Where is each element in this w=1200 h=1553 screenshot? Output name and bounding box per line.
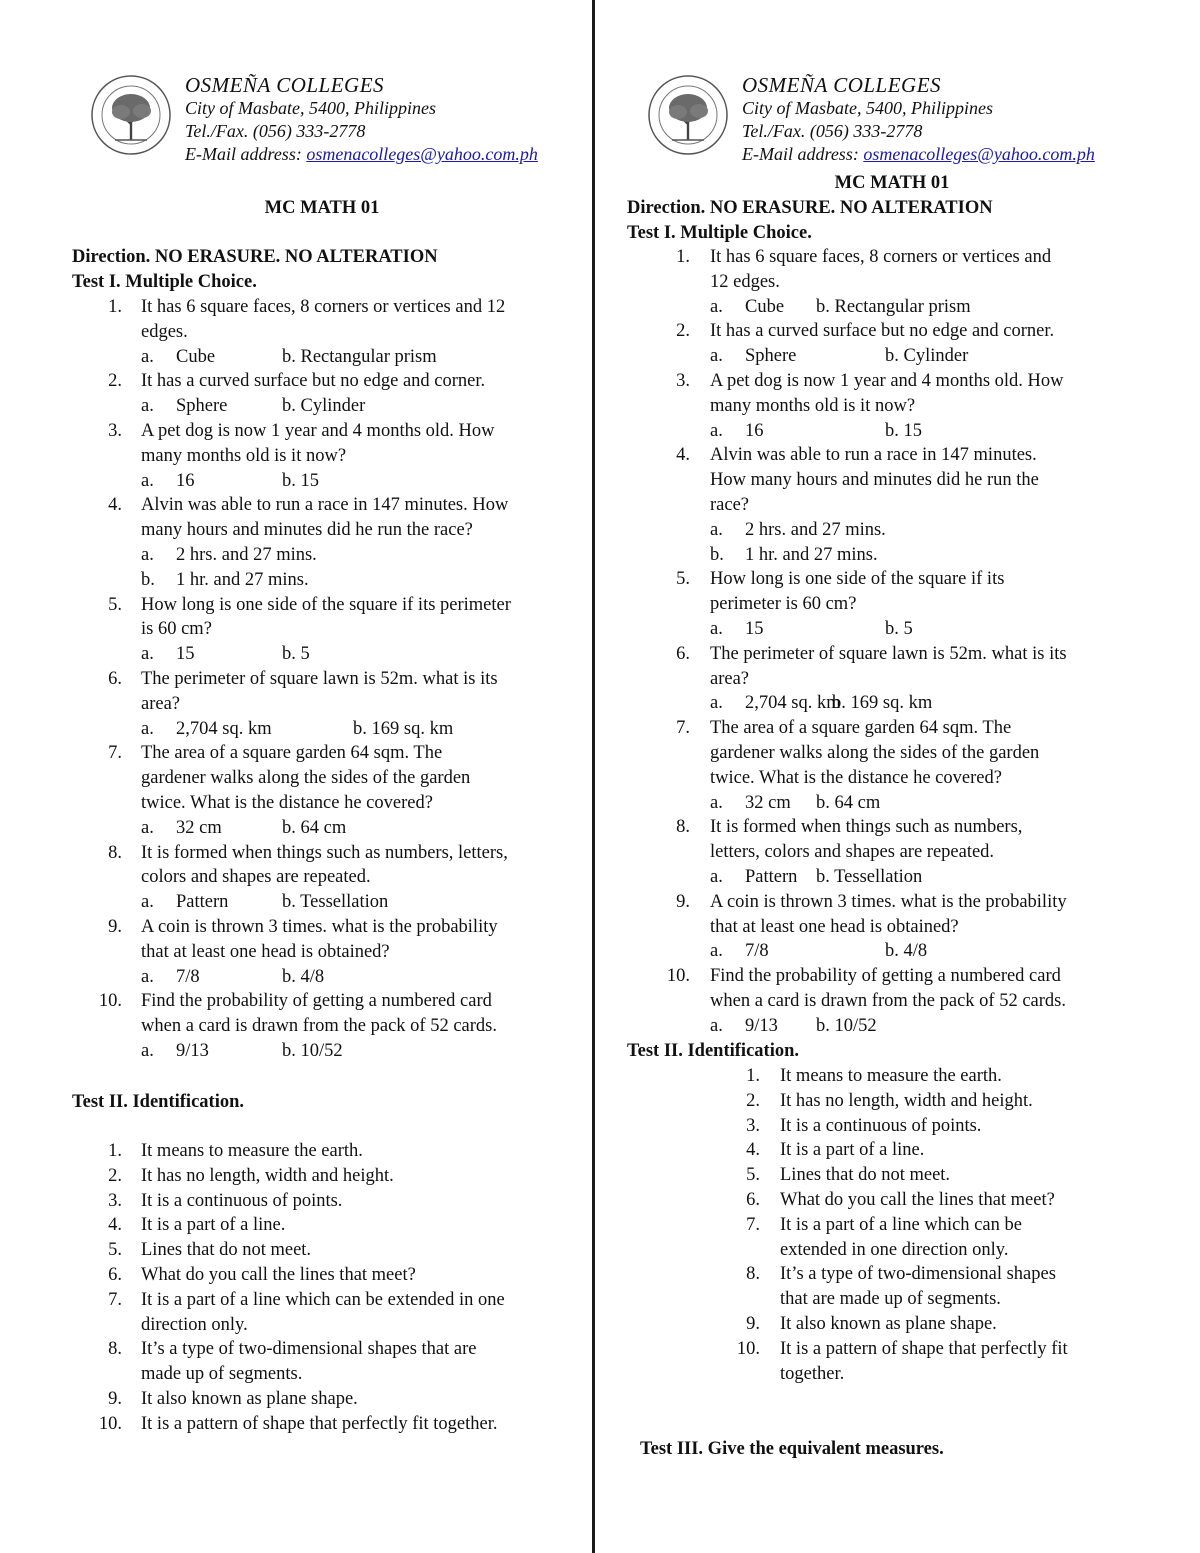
choice-a-text: Pattern	[176, 892, 229, 913]
question-item	[627, 443, 1157, 517]
question-text-line: Alvin was able to run a race in 147 minutes.	[710, 445, 1037, 466]
question-text-line: when a card is drawn from the pack of 52 cards.	[710, 990, 1066, 1011]
item-text-line: It also known as plane shape.	[141, 1388, 358, 1409]
question-item	[72, 741, 572, 815]
choice-letter: a.	[141, 892, 154, 913]
question-number: 9.	[108, 916, 122, 937]
item-text-line: It means to measure the earth.	[780, 1066, 1002, 1086]
question-item	[72, 493, 572, 543]
test2-title: Test II. Identification.	[627, 1041, 800, 1061]
choice-row	[72, 345, 572, 370]
question-item	[72, 369, 572, 394]
question-text-line: 12 edges.	[710, 271, 780, 292]
item-number: 4.	[108, 1215, 122, 1236]
test2-questions	[627, 1064, 1157, 1386]
question-text-line: area?	[710, 668, 750, 689]
choice-b-text: b. 5	[885, 618, 913, 639]
identification-item	[627, 1213, 1157, 1263]
choice-b-text: b. 64 cm	[816, 792, 881, 813]
identification-item	[627, 1188, 1157, 1213]
question-item	[72, 593, 572, 643]
school-info	[185, 74, 538, 166]
question-text-line: race?	[710, 494, 750, 515]
question-text-line: many months old is it now?	[141, 445, 347, 466]
exam-title: MC MATH 01	[264, 198, 380, 218]
identification-item	[72, 1189, 572, 1214]
item-number: 4.	[746, 1140, 760, 1161]
question-text-line: How long is one side of the square if its	[710, 569, 1005, 590]
question-item	[72, 295, 572, 345]
choice-letter: a.	[141, 966, 154, 987]
item-number: 10.	[736, 1338, 760, 1359]
choice-a-text: Sphere	[745, 346, 797, 367]
question-text-line: It has a curved surface but no edge and corner.	[710, 321, 1055, 342]
identification-item	[72, 1288, 572, 1338]
question-item	[627, 567, 1157, 617]
question-text-line: gardener walks along the sides of the garden	[710, 742, 1040, 763]
choice-letter: a.	[710, 618, 723, 639]
question-text-line: The perimeter of square lawn is 52m. what is its	[141, 668, 498, 689]
choice-letter: a.	[710, 420, 723, 441]
question-item	[627, 642, 1157, 692]
choice-letter: b.	[141, 569, 155, 590]
choice-row	[72, 890, 572, 915]
question-text-line: is 60 cm?	[141, 619, 212, 640]
item-text-line: It has no length, width and height.	[780, 1090, 1033, 1111]
test2-title: Test II. Identification.	[72, 1092, 245, 1112]
direction-text: Direction. NO ERASURE. NO ALTERATION	[627, 198, 993, 218]
choice-b-text: b. 10/52	[816, 1015, 877, 1036]
question-item	[72, 841, 572, 891]
choice-b-text: b. 4/8	[282, 966, 325, 987]
question-text-line: perimeter is 60 cm?	[710, 594, 857, 615]
choice-a-text: 2 hrs. and 27 mins.	[176, 544, 317, 565]
choice-row	[72, 1039, 572, 1064]
item-text-line: It is a part of a line.	[141, 1215, 286, 1236]
item-number: 8.	[746, 1264, 760, 1285]
question-item	[72, 667, 572, 717]
choice-letter: a.	[710, 1015, 723, 1036]
identification-item	[627, 1337, 1157, 1387]
choice-b-text: b. 10/52	[282, 1040, 343, 1061]
question-item	[72, 915, 572, 965]
question-text-line: many hours and minutes did he run the race?	[141, 520, 473, 541]
choice-b-text: b. Cylinder	[885, 346, 969, 367]
choice-b-text: b. 15	[885, 420, 922, 441]
choice-b-text: b. 5	[282, 644, 310, 665]
question-number: 10.	[666, 966, 690, 987]
choice-a-text: 7/8	[176, 966, 200, 987]
item-number: 10.	[98, 1413, 122, 1434]
question-number: 4.	[108, 495, 122, 516]
item-number: 6.	[746, 1189, 760, 1210]
question-text-line: gardener walks along the sides of the garden	[141, 768, 471, 789]
choice-a-text: 32 cm	[176, 817, 222, 838]
question-item	[627, 716, 1157, 790]
school-tel: Tel./Fax. (056) 333-2778	[185, 121, 366, 141]
question-text-line: colors and shapes are repeated.	[141, 867, 371, 888]
choice-a-text: 16	[176, 470, 195, 491]
item-text-line: It’s a type of two-dimensional shapes	[780, 1264, 1056, 1285]
direction-text: Direction. NO ERASURE. NO ALTERATION	[72, 247, 438, 267]
choice-row	[627, 543, 1157, 568]
question-number: 2.	[676, 321, 690, 342]
school-address: City of Masbate, 5400, Philippines	[742, 98, 993, 118]
choice-a-text: 9/13	[745, 1015, 778, 1036]
exam-title: MC MATH 01	[834, 173, 950, 193]
choice-letter: a.	[141, 644, 154, 665]
choice-b-text: b. Tessellation	[816, 866, 923, 887]
school-address: City of Masbate, 5400, Philippines	[185, 98, 436, 118]
item-text-line: It is a part of a line.	[780, 1140, 925, 1161]
item-number: 5.	[746, 1165, 760, 1186]
question-number: 6.	[676, 643, 690, 664]
choice-b-text: b. 169 sq. km	[832, 693, 933, 714]
identification-item	[627, 1089, 1157, 1114]
item-text-line: It has no length, width and height.	[141, 1165, 394, 1186]
identification-item	[72, 1213, 572, 1238]
identification-item	[72, 1412, 572, 1437]
choice-a-text: 32 cm	[745, 792, 791, 813]
choice-a-text: 1 hr. and 27 mins.	[745, 544, 878, 565]
choice-b-text: b. Tessellation	[282, 892, 389, 913]
choice-letter: a.	[141, 396, 154, 417]
choice-letter: a.	[710, 792, 723, 813]
email-label: E-Mail address:	[742, 144, 864, 164]
identification-item	[72, 1263, 572, 1288]
item-text-line: What do you call the lines that meet?	[141, 1264, 416, 1285]
choice-row	[627, 295, 1157, 320]
choice-row	[627, 1014, 1157, 1039]
item-number: 2.	[746, 1090, 760, 1111]
item-text-line: It is a part of a line which can be extended in one	[141, 1289, 505, 1310]
question-item	[627, 369, 1157, 419]
choice-row	[627, 419, 1157, 444]
choice-row	[72, 394, 572, 419]
choice-letter: a.	[141, 817, 154, 838]
choice-a-text: 7/8	[745, 941, 769, 962]
question-item	[72, 989, 572, 1039]
choice-a-text: Cube	[176, 346, 216, 367]
question-number: 9.	[676, 891, 690, 912]
item-text-line: that are made up of segments.	[780, 1289, 1001, 1310]
question-text-line: Find the probability of getting a numbered card	[141, 991, 492, 1012]
identification-item	[72, 1238, 572, 1263]
identification-item	[627, 1312, 1157, 1337]
identification-item	[72, 1139, 572, 1164]
question-text-line: It has a curved surface but no edge and corner.	[141, 371, 486, 392]
choice-letter: b.	[710, 544, 724, 565]
question-text-line: twice. What is the distance he covered?	[141, 792, 433, 813]
item-text-line: It’s a type of two-dimensional shapes that are	[141, 1339, 477, 1360]
choice-a-text: 2,704 sq. km	[176, 718, 272, 739]
question-number: 8.	[676, 817, 690, 838]
question-text-line: edges.	[141, 321, 188, 342]
email-label: E-Mail address:	[185, 144, 307, 164]
question-number: 7.	[108, 743, 122, 764]
choice-a-text: 9/13	[176, 1040, 209, 1061]
question-number: 3.	[676, 370, 690, 391]
question-number: 4.	[676, 445, 690, 466]
question-text-line: twice. What is the distance he covered?	[710, 767, 1002, 788]
question-text-line: Alvin was able to run a race in 147 minutes. How	[141, 495, 509, 516]
choice-letter: a.	[710, 693, 723, 714]
choice-letter: a.	[141, 1040, 154, 1061]
question-text-line: that at least one head is obtained?	[710, 916, 959, 937]
item-number: 3.	[108, 1190, 122, 1211]
identification-item	[627, 1064, 1157, 1089]
item-number: 1.	[108, 1141, 122, 1161]
choice-b-text: b. Cylinder	[282, 396, 366, 417]
choice-b-text: b. 169 sq. km	[353, 718, 454, 739]
identification-item	[72, 1387, 572, 1412]
item-number: 9.	[108, 1388, 122, 1409]
item-number: 2.	[108, 1165, 122, 1186]
test1-title: Test I. Multiple Choice.	[627, 223, 812, 243]
item-text-line: It is a part of a line which can be	[780, 1214, 1022, 1235]
question-number: 1.	[676, 247, 690, 267]
test1-title: Test I. Multiple Choice.	[72, 272, 257, 292]
question-text-line: The perimeter of square lawn is 52m. what is its	[710, 643, 1067, 664]
choice-row	[627, 518, 1157, 543]
test1-questions	[72, 295, 572, 1064]
choice-row	[72, 965, 572, 990]
question-number: 6.	[108, 668, 122, 689]
question-text-line: many months old is it now?	[710, 395, 916, 416]
choice-a-text: Pattern	[745, 866, 798, 887]
question-number: 3.	[108, 420, 122, 441]
choice-a-text: 2,704 sq. km	[745, 693, 841, 714]
question-number: 7.	[676, 718, 690, 739]
question-text-line: The area of a square garden 64 sqm. The	[710, 718, 1012, 739]
choice-row	[72, 642, 572, 667]
identification-item	[627, 1163, 1157, 1188]
choice-b-text: b. 15	[282, 470, 319, 491]
choice-letter: a.	[710, 296, 723, 317]
choice-a-text: Cube	[745, 296, 785, 317]
item-text-line: direction only.	[141, 1314, 248, 1335]
question-text-line: The area of a square garden 64 sqm. The	[141, 743, 443, 764]
school-header	[647, 72, 1167, 168]
question-text-line: A pet dog is now 1 year and 4 months old. How	[141, 420, 495, 441]
item-number: 3.	[746, 1115, 760, 1136]
school-email-line	[185, 143, 538, 166]
item-text-line: Lines that do not meet.	[780, 1165, 951, 1186]
email-link[interactable]: osmenacolleges@yahoo.com.ph	[306, 144, 538, 164]
choice-letter: a.	[141, 470, 154, 491]
question-text-line: letters, colors and shapes are repeated.	[710, 842, 995, 863]
item-text-line: made up of segments.	[141, 1364, 303, 1385]
question-number: 2.	[108, 371, 122, 392]
question-text-line: It is formed when things such as numbers,	[710, 817, 1023, 838]
question-text-line: when a card is drawn from the pack of 52 cards.	[141, 1016, 497, 1037]
choice-letter: a.	[710, 866, 723, 887]
choice-row	[627, 617, 1157, 642]
school-info	[742, 74, 1095, 166]
question-item	[627, 245, 1157, 295]
school-seal-icon	[90, 74, 172, 156]
question-number: 10.	[98, 991, 122, 1012]
question-text-line: area?	[141, 693, 181, 714]
item-text-line: It means to measure the earth.	[141, 1141, 363, 1161]
choice-row	[627, 791, 1157, 816]
choice-letter: a.	[141, 544, 154, 565]
question-item	[627, 319, 1157, 344]
choice-a-text: Sphere	[176, 396, 228, 417]
question-text-line: A pet dog is now 1 year and 4 months old. How	[710, 370, 1064, 391]
identification-item	[72, 1337, 572, 1387]
question-number: 5.	[108, 594, 122, 615]
choice-letter: a.	[710, 941, 723, 962]
choice-b-text: b. Rectangular prism	[282, 346, 437, 367]
identification-item	[627, 1114, 1157, 1139]
identification-item	[627, 1262, 1157, 1312]
choice-letter: a.	[141, 718, 154, 739]
choice-b-text: b. Rectangular prism	[816, 296, 971, 317]
question-text-line: It is formed when things such as numbers, letters,	[141, 842, 508, 863]
question-number: 8.	[108, 842, 122, 863]
identification-item	[72, 1164, 572, 1189]
question-number: 5.	[676, 569, 690, 590]
item-text-line: extended in one direction only.	[780, 1239, 1009, 1260]
choice-b-text: b. 4/8	[885, 941, 928, 962]
choice-a-text: 2 hrs. and 27 mins.	[745, 519, 886, 540]
choice-row	[627, 939, 1157, 964]
question-text-line: How many hours and minutes did he run the	[710, 470, 1039, 491]
question-text-line: It has 6 square faces, 8 corners or vertices and 12	[141, 297, 506, 317]
item-number: 7.	[108, 1289, 122, 1310]
choice-a-text: 15	[745, 618, 764, 639]
item-number: 5.	[108, 1240, 122, 1261]
question-text-line: that at least one head is obtained?	[141, 941, 390, 962]
item-text-line: It is a continuous of points.	[780, 1115, 982, 1136]
question-text-line: A coin is thrown 3 times. what is the probability	[710, 891, 1067, 912]
school-name: OSMEÑA COLLEGES	[742, 73, 942, 97]
choice-row	[627, 691, 1157, 716]
email-link[interactable]: osmenacolleges@yahoo.com.ph	[863, 144, 1095, 164]
choice-a-text: 1 hr. and 27 mins.	[176, 569, 309, 590]
choice-row	[72, 543, 572, 568]
question-text-line: How long is one side of the square if its perimeter	[141, 594, 511, 615]
school-email-line	[742, 143, 1095, 166]
choice-row	[627, 344, 1157, 369]
question-number: 1.	[108, 297, 122, 317]
choice-letter: a.	[141, 346, 154, 367]
question-item	[627, 964, 1157, 1014]
item-text-line: Lines that do not meet.	[141, 1240, 312, 1261]
choice-letter: a.	[710, 519, 723, 540]
choice-a-text: 15	[176, 644, 195, 665]
item-number: 7.	[746, 1214, 760, 1235]
question-text-line: It has 6 square faces, 8 corners or vertices and	[710, 247, 1052, 267]
choice-row	[72, 816, 572, 841]
choice-row	[72, 717, 572, 742]
school-tel: Tel./Fax. (056) 333-2778	[742, 121, 923, 141]
choice-row	[627, 865, 1157, 890]
question-item	[72, 419, 572, 469]
school-header	[90, 72, 610, 168]
item-text-line: It is a continuous of points.	[141, 1190, 343, 1211]
question-text-line: A coin is thrown 3 times. what is the probability	[141, 916, 498, 937]
choice-row	[72, 568, 572, 593]
item-number: 8.	[108, 1339, 122, 1360]
item-text-line: It is a pattern of shape that perfectly fit together.	[141, 1413, 498, 1434]
item-text-line: What do you call the lines that meet?	[780, 1189, 1055, 1210]
choice-row	[72, 469, 572, 494]
school-seal-icon	[647, 74, 729, 156]
test2-questions	[72, 1139, 572, 1437]
item-text-line: together.	[780, 1363, 845, 1384]
question-item	[627, 890, 1157, 940]
item-text-line: It also known as plane shape.	[780, 1313, 997, 1334]
choice-letter: a.	[710, 346, 723, 367]
item-number: 6.	[108, 1264, 122, 1285]
column-divider	[592, 0, 595, 1553]
item-text-line: It is a pattern of shape that perfectly fit	[780, 1338, 1068, 1359]
test1-questions	[627, 245, 1157, 1039]
test3-title: Test III. Give the equivalent measures.	[640, 1439, 944, 1459]
choice-b-text: b. 64 cm	[282, 817, 347, 838]
question-text-line: Find the probability of getting a numbered card	[710, 966, 1061, 987]
question-item	[627, 815, 1157, 865]
school-name: OSMEÑA COLLEGES	[185, 73, 385, 97]
item-number: 1.	[746, 1066, 760, 1086]
item-number: 9.	[746, 1313, 760, 1334]
choice-a-text: 16	[745, 420, 764, 441]
identification-item	[627, 1138, 1157, 1163]
